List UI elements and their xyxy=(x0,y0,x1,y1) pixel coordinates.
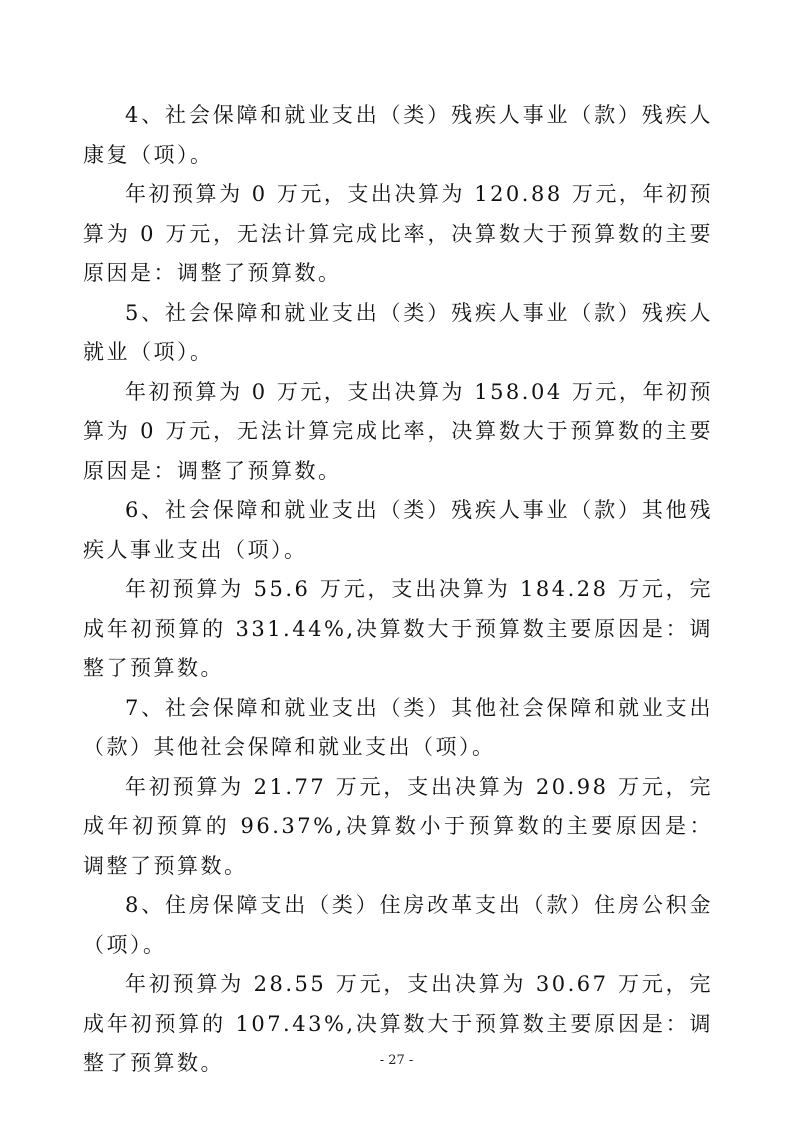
section-6-text: 年初预算为 55.6 万元，支出决算为 184.28 万元，完成年初预算的 331.44%,决算数大于预算数主要原因是：调整了预算数。 xyxy=(83,577,713,680)
section-8-heading: 8、住房保障支出（类）住房改革支出（款）住房公积金（项）。 xyxy=(83,893,713,957)
section-5-heading: 5、社会保障和就业支出（类）残疾人事业（款）残疾人就业（项）。 xyxy=(83,300,713,364)
section-4-text: 年初预算为 0 万元，支出决算为 120.88 万元，年初预算为 0 万元，无法计算完成比率，决算数大于预算数的主要原因是：调整了预算数。 xyxy=(83,182,713,285)
page-number: - 27 - xyxy=(379,1053,414,1068)
section-4-heading: 4、社会保障和就业支出（类）残疾人事业（款）残疾人康复（项）。 xyxy=(83,103,713,167)
section-7-heading: 7、社会保障和就业支出（类）其他社会保障和就业支出（款）其他社会保障和就业支出（项）。 xyxy=(83,695,713,759)
section-8-text: 年初预算为 28.55 万元，支出决算为 30.67 万元，完成年初预算的 107.43%,决算数大于预算数主要原因是：调整了预算数。 xyxy=(83,972,713,1075)
section-7-text: 年初预算为 21.77 万元，支出决算为 20.98 万元，完成年初预算的 96.37%,决算数小于预算数的主要原因是：调整了预算数。 xyxy=(83,774,713,878)
section-6-heading: 6、社会保障和就业支出（类）残疾人事业（款）其他残疾人事业支出（项）。 xyxy=(83,498,713,562)
section-5-text: 年初预算为 0 万元，支出决算为 158.04 万元，年初预算为 0 万元，无法计算完成比率，决算数大于预算数的主要原因是：调整了预算数。 xyxy=(83,379,713,483)
document-body xyxy=(83,96,713,1084)
